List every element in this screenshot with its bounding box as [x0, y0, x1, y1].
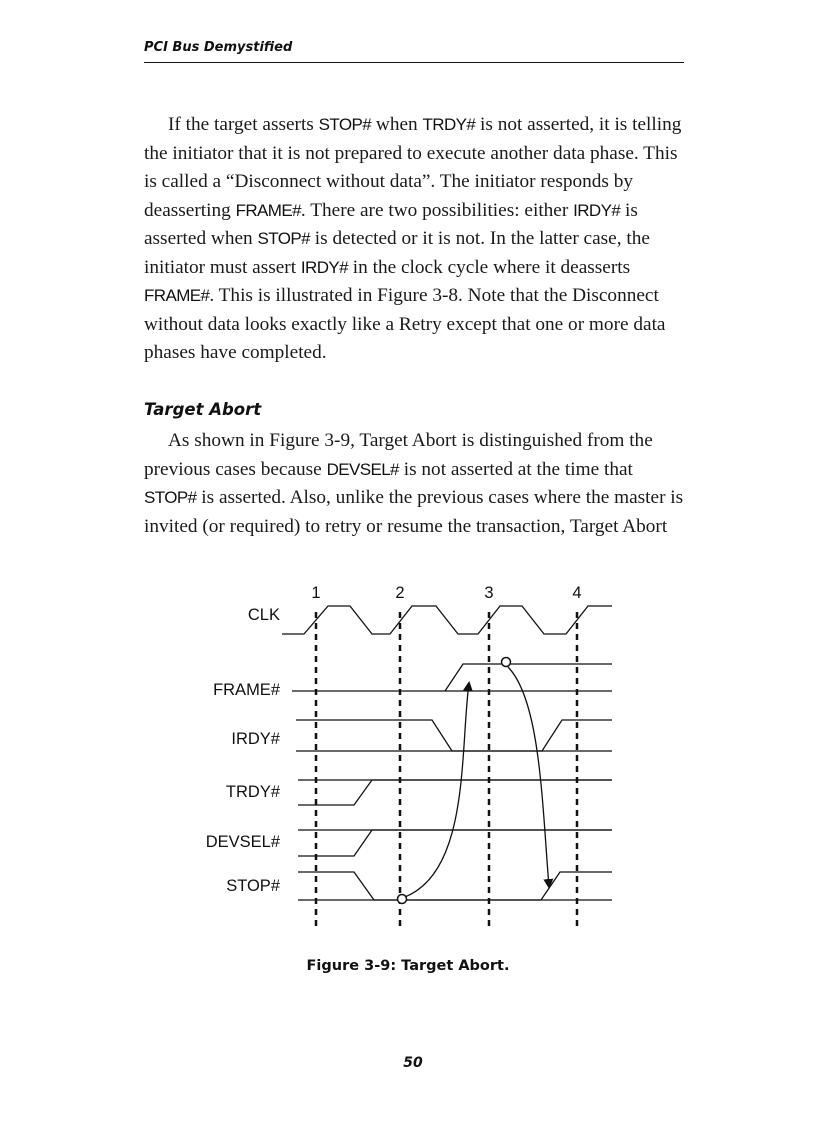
clock-number-4: 4: [572, 584, 582, 602]
text-run: . There are two possibilities: either: [300, 199, 574, 221]
body-paragraph-1: [144, 111, 684, 368]
text-run: is not asserted at the time that: [398, 458, 633, 480]
timing-diagram-figure: [0, 570, 816, 940]
text-run: in the clock cycle where it deasserts: [347, 256, 631, 278]
text-run: when: [371, 114, 423, 135]
text-run: is asserted. Also, unlike the previous cases where the master is invited (or required) to retry or resume the transaction, Target Abort: [144, 487, 684, 537]
signal-name: STOP#: [318, 115, 372, 134]
irdy-waveform: [296, 720, 612, 751]
timing-diagram: [0, 570, 816, 940]
text-run: is not asserted, it is telling the initiator that it is not prepared to execute another data phase. This is called a “Disconnect without data”. The initiator responds by deasserting: [144, 114, 682, 221]
body-paragraph-2: [144, 427, 684, 541]
signal-name: DEVSEL#: [326, 459, 399, 479]
stop-to-frame-arrow: [402, 683, 469, 898]
text-run: If the target asserts: [168, 114, 319, 135]
signal-label-devsel: DEVSEL#: [205, 833, 280, 851]
frame-deassert-marker: [502, 658, 511, 667]
signal-label-clk: CLK: [247, 606, 280, 624]
text-run: . This is illustrated in Figure 3-8. Note that the Disconnect without data looks exactly like a Retry except that one or more data phases have completed.: [144, 285, 666, 363]
text-run: As shown in Figure 3-9, Target Abort is distinguished from the previous cases because: [144, 430, 653, 480]
signal-label-frame: FRAME#: [213, 681, 280, 699]
stop-assert-marker: [398, 895, 407, 904]
header-rule: [144, 62, 684, 63]
signal-name: IRDY#: [300, 257, 348, 277]
clock-number-3: 3: [484, 584, 494, 602]
signal-label-irdy: IRDY#: [231, 730, 280, 748]
page-number: 50: [403, 1055, 423, 1071]
signal-name: FRAME#: [144, 286, 210, 305]
devsel-waveform: [298, 830, 612, 856]
clock-edge-markers: [316, 612, 577, 930]
signal-name: STOP#: [257, 229, 310, 248]
text-run: is detected or it is not. In the latter case, the initiator must assert: [144, 228, 650, 278]
clock-number-1: 1: [311, 584, 321, 602]
frame-to-stop-arrow: [508, 667, 549, 887]
section-heading: Target Abort: [144, 400, 262, 419]
signal-label-trdy: TRDY#: [225, 783, 280, 801]
signal-name: FRAME#: [235, 200, 301, 220]
stop-waveform: [298, 872, 612, 900]
clk-waveform: [282, 606, 612, 634]
text-run: is asserted when: [144, 199, 638, 249]
signal-name: IRDY#: [573, 200, 621, 220]
clock-number-2: 2: [395, 584, 405, 602]
signal-label-stop: STOP#: [226, 877, 280, 895]
signal-name: STOP#: [144, 488, 197, 507]
signal-name: TRDY#: [422, 115, 476, 134]
running-header-title: PCI Bus Demystified: [144, 40, 293, 55]
trdy-waveform: [298, 780, 612, 805]
figure-caption: Figure 3-9: Target Abort.: [306, 958, 510, 974]
frame-waveform: [292, 664, 612, 691]
